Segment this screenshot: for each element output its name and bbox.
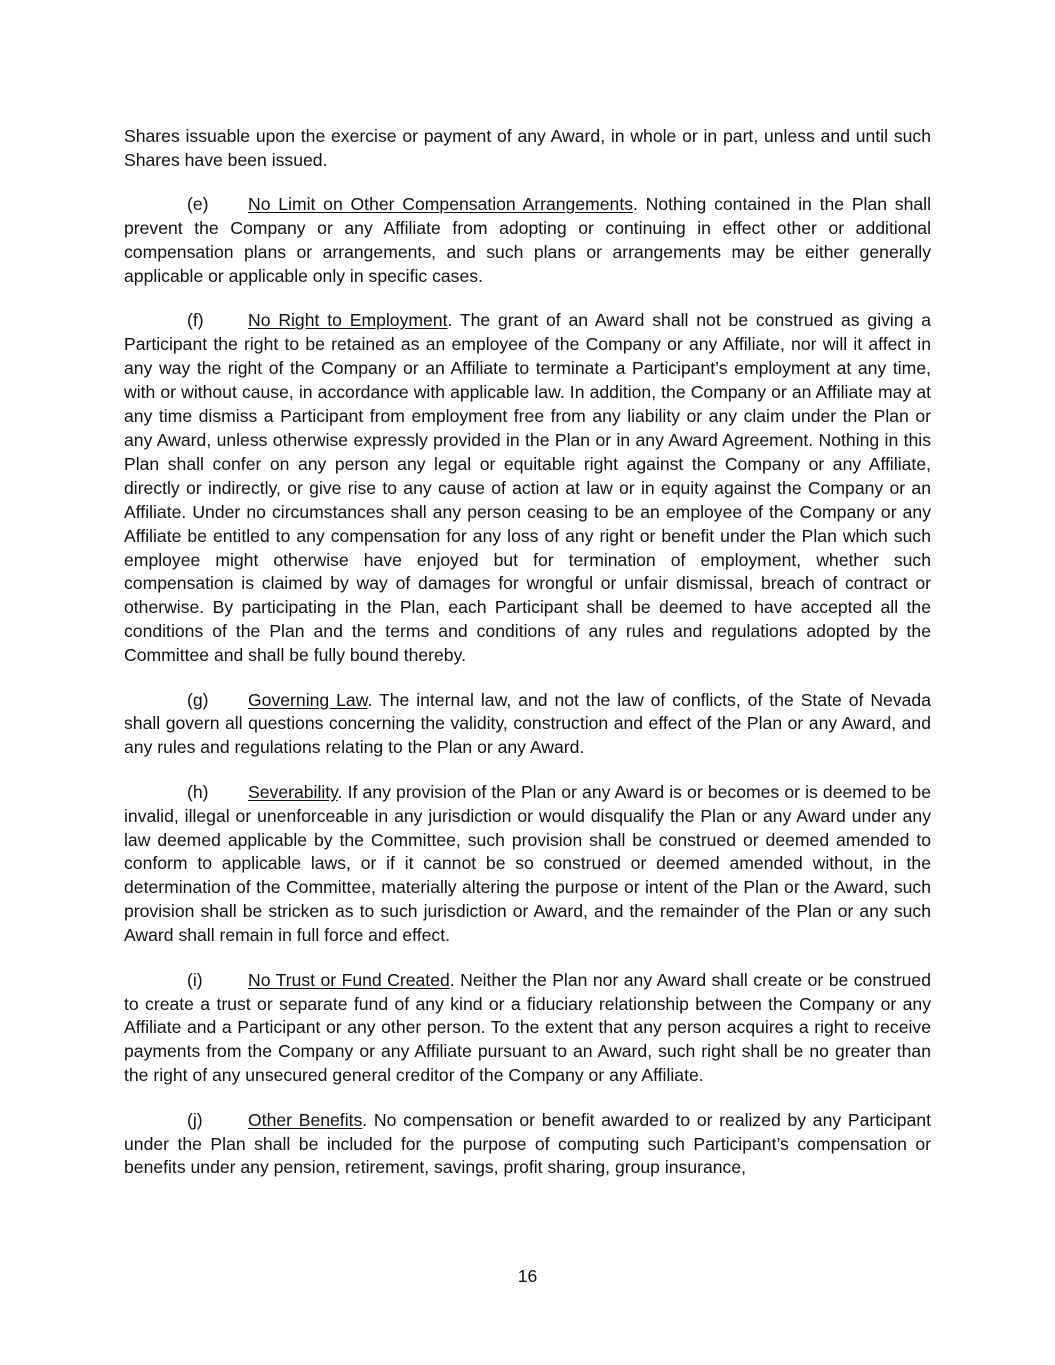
section-title: Other Benefits [248,1109,363,1130]
section-e-paragraph [124,193,931,289]
intro-paragraph: Shares issuable upon the exercise or payment of any Award, in whole or in part, unless and until such Shares have been issued. [124,126,931,170]
section-j-paragraph [124,1109,931,1181]
page-number: 16 [517,1266,538,1286]
section-label: (i) [187,969,203,990]
section-label: (h) [187,781,209,802]
section-label: (f) [187,310,204,331]
section-i-paragraph [124,969,931,1089]
section-text: . Nothing contained in the Plan shall prevent the Company or any Affiliate from adopting or continuing in effect other or additional compensation plans or arrangements, and such plans or arrangements may be either generally applicable or applicable only in specific cases. [124,194,931,287]
section-label: (e) [187,194,209,215]
document-body [124,125,931,1201]
section-text: . Neither the Plan nor any Award shall create or be construed to create a trust or separate fund of any kind or a fiduciary relationship between the Company or any Affiliate and a Participant or any other person. To the extent that any person acquires a right to receive payments from the Company or any Affiliate pursuant to an Award, such right shall be no greater than the right of any unsecured general creditor of the Company or any Affiliate. [124,969,932,1086]
section-title: Severability [248,781,338,802]
section-label: (g) [187,689,209,710]
section-h-paragraph [124,781,931,948]
section-f-paragraph [124,309,931,668]
section-label: (j) [187,1109,203,1130]
section-text: . The grant of an Award shall not be construed as giving a Participant the right to be retained as an employee of the Company or any Affiliate, nor will it affect in any way the right of the Company or an Affiliate to terminate a Participant’s employment at any time, with or without cause, in accordance with applicable law. In addition, the Company or an Affiliate may at any time dismiss a Participant from employment free from any liability or any claim under the Plan or any Award, unless otherwise expressly provided in the Plan or in any Award Agreement. Nothing in this Plan shall confer on any person any legal or equitable right against the Company or any Affiliate, directly or indirectly, or give rise to any cause of action at law or in equity against the Company or an Affiliate. Under no circumstances shall any person ceasing to be an employee of the Company or any Affiliate be entitled to any compensation for any loss of any right or benefit under the Plan which such employee might otherwise have enjoyed but for termination of employment, whether such compensation is claimed by way of damages for wrongful or unfair dismissal, breach of contract or otherwise. By participating in the Plan, each Participant shall be deemed to have accepted all the conditions of the Plan and the terms and conditions of any rules and regulations adopted by the Committee and shall be fully bound thereby. [124,310,932,666]
section-text: . No compensation or benefit awarded to or realized by any Participant under the Plan shall be included for the purpose of computing such Participant’s compensation or benefits under any pension, retirement, savings, profit sharing, group insurance, [124,1109,931,1178]
section-title: No Right to Employment [248,310,448,331]
section-title: No Limit on Other Compensation Arrangements [248,194,634,215]
section-title: No Trust or Fund Created [248,969,450,990]
section-title: Governing Law [248,689,368,710]
section-text: . The internal law, and not the law of conflicts, of the State of Nevada shall govern all questions concerning the validity, construction and effect of the Plan or any Award, and any rules and regulations relating to the Plan or any Award. [124,689,931,758]
section-g-paragraph [124,689,931,761]
section-text: . If any provision of the Plan or any Award is or becomes or is deemed to be invalid, illegal or unenforceable in any jurisdiction or would disqualify the Plan or any Award under any law deemed applicable by the Committee, such provision shall be construed or deemed amended to conform to applicable laws, or if it cannot be so construed or deemed amended without, in the determination of the Committee, materially altering the purpose or intent of the Plan or the Award, such provision shall be stricken as to such jurisdiction or Award, and the remainder of the Plan or any such Award shall remain in full force and effect. [124,781,931,946]
